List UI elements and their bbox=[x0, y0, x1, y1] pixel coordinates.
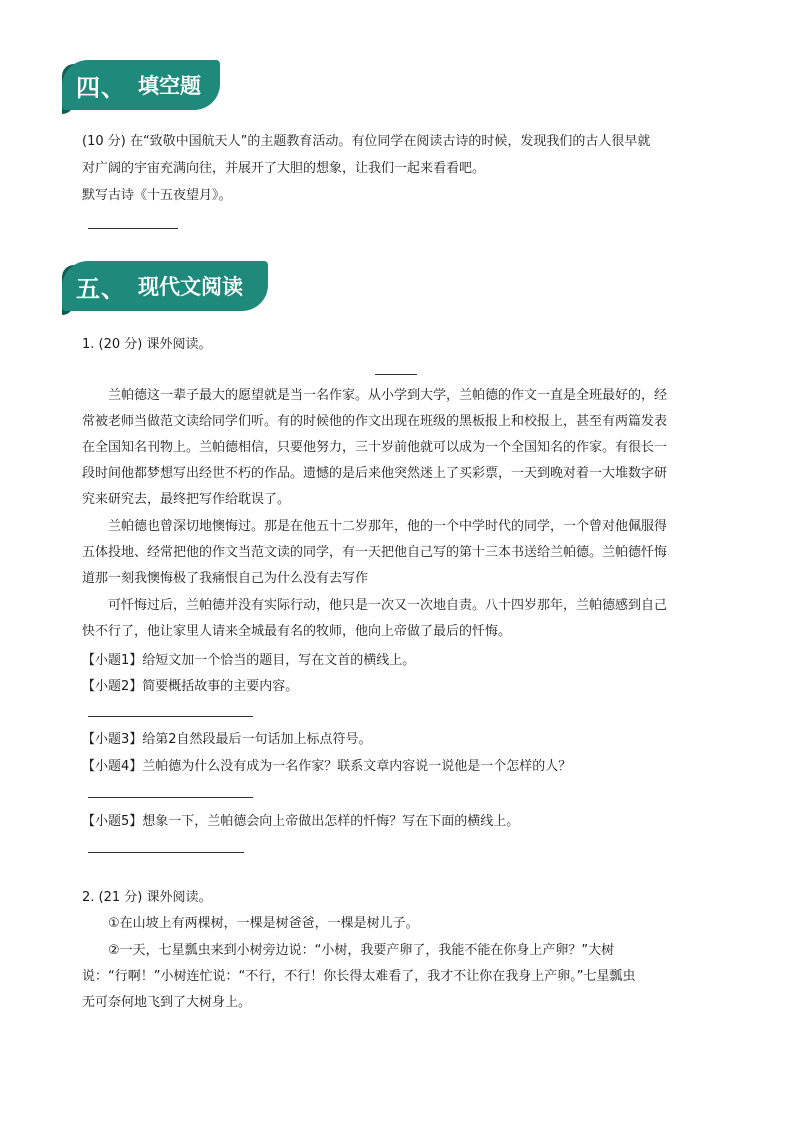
section-number: 四、 bbox=[76, 73, 126, 102]
answer-blank[interactable] bbox=[88, 228, 178, 229]
passage-line: 兰帕德这一辈子最大的愿望就是当一名作家。从小学到大学，兰帕德的作文一直是全班最好的，经 bbox=[108, 388, 668, 403]
section-title: 现代文阅读 bbox=[138, 275, 243, 299]
question-2: 【小题2】简要概括故事的主要内容。 bbox=[82, 679, 299, 694]
section-banner-4 bbox=[62, 60, 220, 110]
passage-line: 段时间他都梦想写出经世不朽的作品。遗憾的是后来他突然迷上了买彩票，一天到晚对着一大堆数字研 bbox=[82, 466, 668, 481]
reading-2-header: 2. (21 分) 课外阅读。 bbox=[82, 890, 212, 905]
reading-1-header: 1. (20 分) 课外阅读。 bbox=[82, 337, 212, 352]
passage-line: 在全国知名刊物上。兰帕德相信，只要他努力，三十岁前他就可以成为一个全国知名的作家。有很长一 bbox=[82, 440, 668, 455]
passage-line: 道那一刻我懊悔极了我痛恨自己为什么没有去写作 bbox=[82, 571, 369, 586]
passage-line: 说：“行啊！”小树连忙说：“不行，不行！你长得太难看了，我才不让你在我身上产卵。”七星瓢虫 bbox=[82, 969, 636, 984]
passage-line: 快不行了，他让家里人请来全城最有名的牧师，他向上帝做了最后的忏悔。 bbox=[82, 624, 512, 639]
answer-blank[interactable] bbox=[88, 716, 253, 717]
passage-line: 常被老师当做范文读给同学们听。有的时候他的作文出现在班级的黑板报上和校报上，甚至有两篇发表 bbox=[82, 414, 668, 429]
passage-line: 五体投地、经常把他的作文当范文读的同学，有一天把他自己写的第十三本书送给兰帕德。兰帕德忏悔 bbox=[82, 545, 668, 560]
title-blank[interactable] bbox=[375, 374, 417, 375]
question-3: 【小题3】给第2自然段最后一句话加上标点符号。 bbox=[82, 732, 372, 747]
passage-line: 究来研究去，最终把写作给耽误了。 bbox=[82, 492, 291, 507]
question-4: 【小题4】兰帕德为什么没有成为一名作家？联系文章内容说一说他是一个怎样的人？ bbox=[82, 759, 572, 774]
passage-line: 兰帕德也曾深切地懊悔过。那是在他五十二岁那年，他的一个中学时代的同学，一个曾对他佩服得 bbox=[108, 519, 668, 534]
fill-in-line-2: 对广阔的宇宙充满向往，并展开了大胆的想象，让我们一起来看看吧。 bbox=[82, 161, 486, 176]
question-5: 【小题5】想象一下，兰帕德会向上帝做出怎样的忏悔？写在下面的横线上。 bbox=[82, 814, 520, 829]
answer-blank[interactable] bbox=[88, 852, 244, 853]
passage-line: ①在山坡上有两棵树，一棵是树爸爸，一棵是树儿子。 bbox=[108, 916, 419, 931]
fill-in-line-3: 默写古诗《十五夜望月》。 bbox=[82, 188, 232, 203]
section-banner-5 bbox=[62, 261, 268, 311]
passage-line: 可忏悔过后，兰帕德并没有实际行动，他只是一次又一次地自责。八十四岁那年，兰帕德感到自己 bbox=[108, 598, 668, 613]
fill-in-line-1: (10 分) 在“致敬中国航天人”的主题教育活动。有位同学在阅读古诗的时候，发现我们的古人很早就 bbox=[82, 134, 651, 149]
passage-line: 无可奈何地飞到了大树身上。 bbox=[82, 995, 252, 1010]
question-1: 【小题1】给短文加一个恰当的题目，写在文首的横线上。 bbox=[82, 653, 416, 668]
answer-blank[interactable] bbox=[88, 797, 253, 798]
section-title: 填空题 bbox=[138, 74, 201, 98]
passage-line: ②一天，七星瓢虫来到小树旁边说：“小树，我要产卵了，我能不能在你身上产卵？”大树 bbox=[108, 943, 615, 958]
section-number: 五、 bbox=[76, 274, 126, 303]
